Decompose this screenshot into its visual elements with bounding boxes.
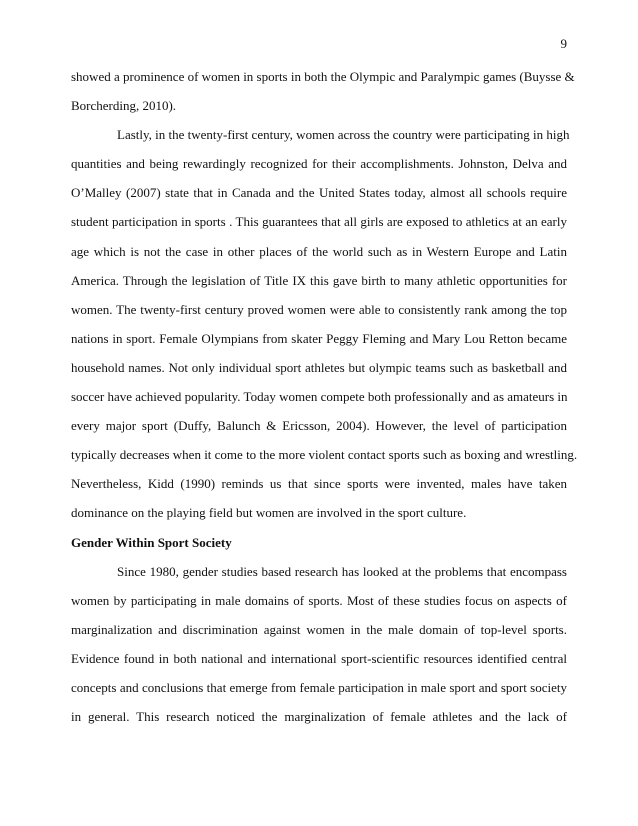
text-line: household names. Not only individual sport athletes but olympic teams such as basketball and bbox=[71, 359, 567, 375]
page-number: 9 bbox=[560, 36, 567, 51]
text-line: Evidence found in both national and international sport-scientific resources identified central bbox=[71, 650, 567, 666]
text-line: Lastly, in the twenty-first century, women across the country were participating in high bbox=[117, 127, 570, 143]
text-line: America. Through the legislation of Title IX this gave birth to many athletic opportunities for bbox=[71, 272, 567, 288]
text-line: quantities and being rewardingly recognized for their accomplishments. Johnston, Delva and bbox=[71, 156, 567, 172]
text-line: typically decreases when it come to the more violent contact sports such as boxing and wrestling. bbox=[71, 447, 578, 463]
text-line: women by participating in male domains of sports. Most of these studies focus on aspects of bbox=[71, 592, 567, 608]
section-heading: Gender Within Sport Society bbox=[71, 534, 232, 550]
document-body bbox=[71, 62, 578, 731]
text-line: concepts and conclusions that emerge from female participation in male sport and sport society bbox=[71, 679, 567, 695]
text-line: Nevertheless, Kidd (1990) reminds us that since sports were invented, males have taken bbox=[71, 476, 567, 492]
text-line: O’Malley (2007) state that in Canada and the United States today, almost all schools require bbox=[71, 185, 567, 201]
text-line: Borcherding, 2010). bbox=[71, 98, 177, 114]
text-line: showed a prominence of women in sports in both the Olympic and Paralympic games (Buysse & bbox=[71, 69, 575, 84]
text-line: nations in sport. Female Olympians from skater Peggy Fleming and Mary Lou Retton became bbox=[71, 330, 567, 346]
text-line: soccer have achieved popularity. Today women compete both professionally and as amateurs in bbox=[71, 389, 568, 405]
text-line: marginalization and discrimination against women in the male domain of top-level sports. bbox=[71, 621, 567, 637]
text-line: student participation in sports . This guarantees that all girls are exposed to athletics at an early bbox=[71, 214, 567, 230]
text-line: women. The twenty-first century proved women were able to consistently rank among the top bbox=[71, 301, 567, 317]
text-line: Since 1980, gender studies based research has looked at the problems that encompass bbox=[117, 563, 567, 579]
text-line: every major sport (Duffy, Balunch & Ericsson, 2004). However, the level of participation bbox=[71, 418, 567, 434]
text-line: age which is not the case in other places of the world such as in Western Europe and Latin bbox=[71, 243, 567, 259]
text-line: dominance on the playing field but women are involved in the sport culture. bbox=[71, 505, 467, 521]
text-line: in general. This research noticed the marginalization of female athletes and the lack of bbox=[71, 709, 567, 725]
